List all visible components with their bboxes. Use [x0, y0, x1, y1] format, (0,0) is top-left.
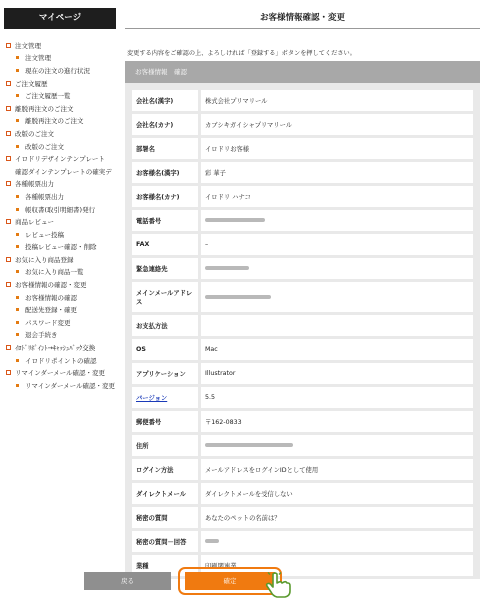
table-row: [132, 531, 473, 552]
table-row: [132, 459, 473, 480]
sidebar-section: [4, 102, 116, 115]
dot-bullet-icon: [16, 333, 19, 336]
sidebar-item-label: 商品レビュー: [15, 218, 54, 227]
sidebar-item-label: 確認ダインテンプレートの確実デ: [15, 167, 112, 176]
sidebar-item-label: 退会手続き: [25, 331, 58, 340]
table-row: [132, 234, 473, 255]
dot-bullet-icon: [16, 245, 19, 248]
sidebar-item-label: パスワード変更: [25, 318, 71, 327]
sidebar-section: [4, 278, 116, 291]
square-bullet-icon: [6, 345, 11, 350]
field-label-text: お客様名(カナ): [136, 194, 180, 201]
customer-info-panel: [125, 83, 480, 579]
sidebar-section: [4, 152, 116, 165]
sidebar-item-label: リマインダーメール確認・変更: [25, 381, 116, 390]
field-value: [201, 339, 473, 360]
sidebar-section: [4, 253, 116, 266]
field-label-text: アプリケーション: [136, 371, 186, 378]
field-value: [201, 387, 473, 408]
sidebar-item[interactable]: [4, 228, 116, 241]
field-label: [132, 138, 201, 159]
field-value: [201, 282, 473, 312]
sidebar-item-label: 帳収書(取引明細書)発行: [25, 205, 96, 214]
redacted-value: [205, 295, 271, 299]
sidebar-item-label: イロドリポイントの確認: [25, 356, 97, 365]
sidebar-item-label: 離脱再注文のご注文: [25, 117, 84, 126]
square-bullet-icon: [6, 370, 11, 375]
field-value-text: イロドリお客様: [205, 146, 250, 153]
main-content: [125, 8, 480, 579]
sidebar-title: マイページ: [4, 8, 116, 29]
field-value: [201, 363, 473, 384]
field-label: [132, 507, 201, 528]
field-value-text: Illustrator: [205, 370, 236, 377]
sidebar-item[interactable]: [4, 203, 116, 216]
field-label: [132, 531, 201, 552]
table-row: [132, 363, 473, 384]
sidebar-item[interactable]: [4, 354, 116, 367]
dot-bullet-icon: [16, 359, 19, 362]
dot-bullet-icon: [16, 69, 19, 72]
redacted-value: [205, 443, 293, 447]
field-label[interactable]: [132, 387, 201, 408]
sidebar-item-label: リマインダーメール確認・変更: [15, 369, 106, 378]
sidebar-item[interactable]: [4, 165, 116, 178]
field-value-text: あなたのペットの名前は？: [205, 515, 281, 522]
sidebar-item-label: ｲﾛﾄﾞﾘﾎﾟｲﾝﾄ→ｷｬｯｼｭﾊﾞｯｸ交換: [15, 344, 96, 353]
sidebar-item-label: 注文管理: [25, 54, 51, 63]
field-label-text: 郵便番号: [136, 419, 162, 426]
sidebar-item-label: お客様情報の確認: [25, 293, 77, 302]
sidebar-item[interactable]: [4, 190, 116, 203]
square-bullet-icon: [6, 282, 11, 287]
field-label: [132, 459, 201, 480]
sidebar-item-label: レビュー投稿: [25, 230, 64, 239]
field-value: [201, 162, 473, 183]
field-label-text: 会社名(漢字): [136, 98, 174, 105]
sidebar-section: [4, 127, 116, 140]
field-label: [132, 411, 201, 432]
sidebar-item-label: 現在の注文の進行状況: [25, 66, 90, 75]
field-value-text: イロドリ ハナコ: [205, 194, 251, 201]
square-bullet-icon: [6, 81, 11, 86]
field-label-text: お支払方法: [136, 323, 168, 330]
sidebar-item-label: お客様情報の確認・変更: [15, 281, 87, 290]
sidebar-item[interactable]: [4, 316, 116, 329]
field-value: [201, 186, 473, 207]
field-label-text: 業種: [136, 563, 149, 570]
field-value-text: Mac: [205, 346, 218, 353]
version-link[interactable]: バージョン: [136, 395, 168, 402]
field-value-text: カブシキガイシャプリマリール: [205, 122, 293, 129]
field-label: [132, 483, 201, 504]
dot-bullet-icon: [16, 56, 19, 59]
panel-title: お客様情報 確認: [125, 61, 480, 83]
field-label: [132, 435, 201, 456]
field-label-text: ダイレクトメール: [136, 491, 186, 498]
sidebar-section: [4, 178, 116, 191]
table-row: [132, 162, 473, 183]
field-label-text: メインメールアドレス: [136, 290, 193, 306]
field-value-text: –: [205, 241, 209, 248]
sidebar-item[interactable]: [4, 140, 116, 153]
sidebar-item[interactable]: [4, 115, 116, 128]
field-label-text: 部署名: [136, 146, 155, 153]
sidebar-item[interactable]: [4, 303, 116, 316]
table-row: [132, 282, 473, 312]
table-row: [132, 339, 473, 360]
table-row: [132, 258, 473, 279]
square-bullet-icon: [6, 181, 11, 186]
field-value: [201, 507, 473, 528]
sidebar-item-label: 改版のご注文: [25, 142, 64, 151]
field-value: [201, 531, 473, 552]
sidebar-item-label: 改版のご注文: [15, 129, 54, 138]
field-label-text: 会社名(カナ): [136, 122, 174, 129]
field-value: [201, 315, 473, 336]
field-label-text: ログイン方法: [136, 467, 174, 474]
notice-text: 変更する内容をご確認の上、よろしければ「登録する」ボタンを押してください。: [127, 50, 356, 57]
confirm-button[interactable]: 確定: [185, 572, 275, 590]
dot-bullet-icon: [16, 119, 19, 122]
sidebar-item[interactable]: [4, 241, 116, 254]
back-button[interactable]: 戻る: [84, 572, 171, 590]
dot-bullet-icon: [16, 145, 19, 148]
dot-bullet-icon: [16, 384, 19, 387]
dot-bullet-icon: [16, 94, 19, 97]
table-row: [132, 483, 473, 504]
table-row: [132, 186, 473, 207]
redacted-value: [205, 539, 219, 543]
field-label: [132, 210, 201, 231]
field-label-text: お客様名(漢字): [136, 170, 180, 177]
dot-bullet-icon: [16, 296, 19, 299]
field-value: [201, 435, 473, 456]
field-value-text: 〒162-0833: [205, 419, 242, 426]
table-row: [132, 210, 473, 231]
field-label: [132, 258, 201, 279]
sidebar-item-label: 投稿レビュー確認・削除: [25, 243, 97, 252]
sidebar: [4, 8, 116, 392]
redacted-value: [205, 266, 249, 270]
dot-bullet-icon: [16, 270, 19, 273]
field-label-text: 緊急連絡先: [136, 266, 168, 273]
square-bullet-icon: [6, 257, 11, 262]
field-value-text: ダイレクトメールを受信しない: [205, 491, 293, 498]
field-value-text: 印刷関連業: [205, 563, 237, 570]
field-label-text: FAX: [136, 241, 150, 248]
field-label: [132, 162, 201, 183]
sidebar-item-label: お気に入り商品一覧: [25, 268, 84, 277]
field-value: [201, 210, 473, 231]
sidebar-item-label: イロドリデザインテンプレート: [15, 155, 105, 164]
square-bullet-icon: [6, 106, 11, 111]
sidebar-menu: [4, 39, 116, 392]
field-label: [132, 114, 201, 135]
page-title: お客様情報確認・変更: [125, 8, 480, 29]
sidebar-section: [4, 39, 116, 52]
sidebar-item[interactable]: [4, 89, 116, 102]
field-label: [132, 234, 201, 255]
table-row: [132, 138, 473, 159]
table-row: [132, 507, 473, 528]
field-value: [201, 459, 473, 480]
sidebar-item-label: 離脱再注文のご注文: [15, 104, 74, 113]
sidebar-section: [4, 77, 116, 90]
sidebar-item[interactable]: [4, 291, 116, 304]
field-label: [132, 315, 201, 336]
sidebar-item-label: 注文管理: [15, 41, 41, 50]
dot-bullet-icon: [16, 321, 19, 324]
square-bullet-icon: [6, 43, 11, 48]
field-label: [132, 363, 201, 384]
sidebar-item-label: ご注文履歴一覧: [25, 92, 71, 101]
sidebar-item-label: 配送先登録・確更: [25, 306, 77, 315]
sidebar-section: [4, 366, 116, 379]
field-label-text: 住所: [136, 443, 149, 450]
sidebar-item-label: 各種帳票出力: [25, 192, 64, 201]
field-value: [201, 258, 473, 279]
redacted-value: [205, 218, 265, 222]
field-value: [201, 138, 473, 159]
field-label: [132, 339, 201, 360]
field-value-text: 5.5: [205, 394, 216, 401]
square-bullet-icon: [6, 219, 11, 224]
field-value-text: 株式会社プリマリール: [205, 98, 268, 105]
field-label-text: 秘密の質問－回答: [136, 539, 187, 546]
sidebar-item-label: 各種帳票出力: [15, 180, 54, 189]
field-value: [201, 90, 473, 111]
dot-bullet-icon: [16, 195, 19, 198]
sidebar-section: [4, 341, 116, 354]
dot-bullet-icon: [16, 208, 19, 211]
table-row: [132, 435, 473, 456]
sidebar-item[interactable]: [4, 379, 116, 392]
table-row: [132, 315, 473, 336]
table-row: [132, 411, 473, 432]
sidebar-item[interactable]: [4, 329, 116, 342]
customer-info-table: [132, 87, 473, 579]
sidebar-item-label: ご注文履歴: [15, 79, 48, 88]
field-value: [201, 483, 473, 504]
table-row: [132, 114, 473, 135]
sidebar-item[interactable]: [4, 52, 116, 65]
square-bullet-icon: [6, 156, 11, 161]
field-value: [201, 114, 473, 135]
field-value: [201, 411, 473, 432]
table-row: [132, 387, 473, 408]
field-label-text: OS: [136, 346, 146, 353]
field-label: [132, 90, 201, 111]
field-label: [132, 282, 201, 312]
sidebar-item[interactable]: [4, 266, 116, 279]
field-value: [201, 234, 473, 255]
table-row: [132, 90, 473, 111]
field-label-text: 秘密の質問: [136, 515, 168, 522]
sidebar-section: [4, 215, 116, 228]
square-bullet-icon: [6, 131, 11, 136]
field-value-text: メールアドレスをログインIDとして使用: [205, 467, 319, 474]
dot-bullet-icon: [16, 308, 19, 311]
dot-bullet-icon: [16, 233, 19, 236]
sidebar-item[interactable]: [4, 64, 116, 77]
field-label-text: 電話番号: [136, 218, 162, 225]
hand-pointer-icon: [264, 572, 292, 598]
field-value-text: 彩 華子: [205, 170, 226, 177]
sidebar-item-label: お気に入り商品登録: [15, 255, 74, 264]
field-label: [132, 186, 201, 207]
